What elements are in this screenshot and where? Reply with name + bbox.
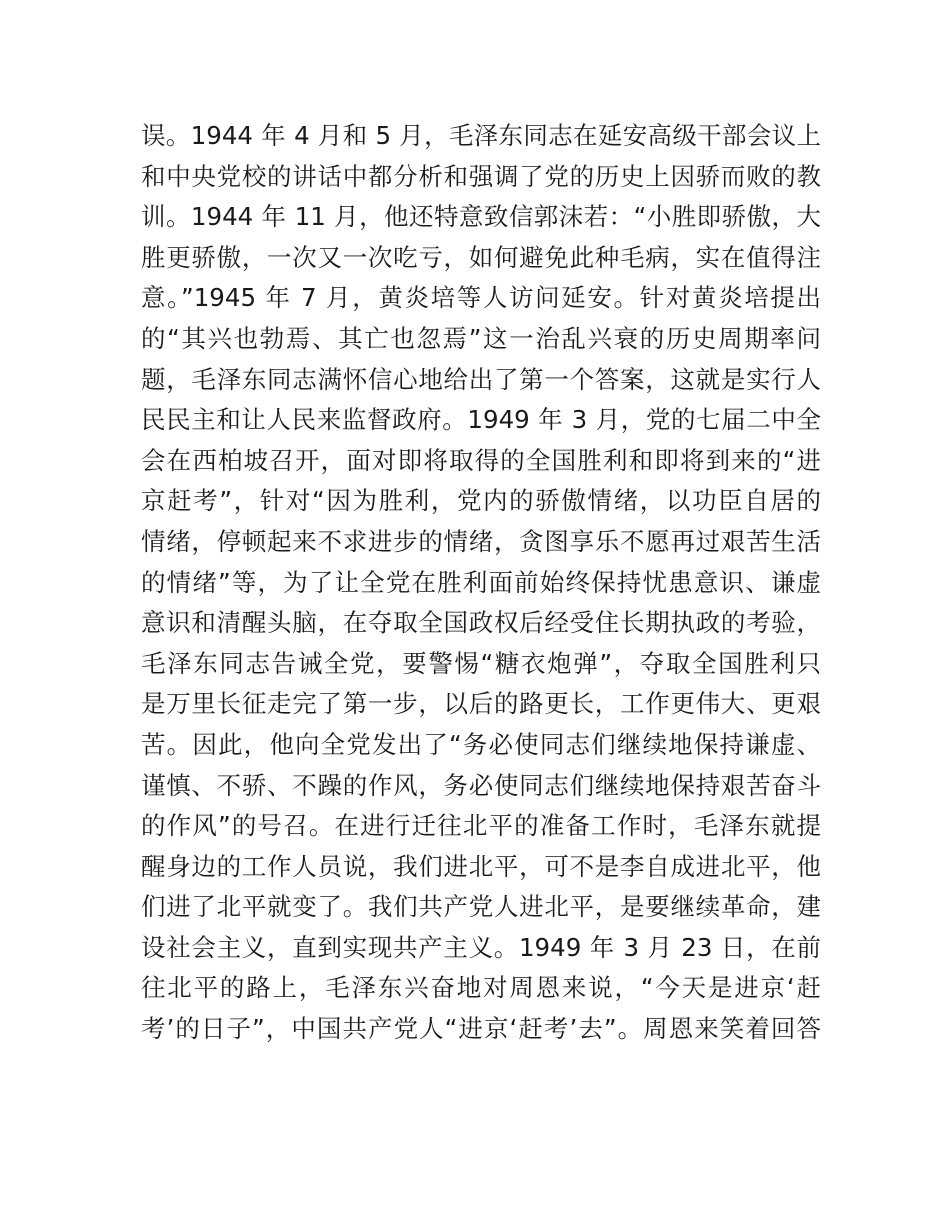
text-line: 考’的日子”，中国共产党人“进京‘赶考’去”。周恩来笑着回答 [141,1014,821,1044]
text-line: 醒身边的工作人员说，我们进北平，可不是李自成进北平，他 [141,851,821,881]
body-paragraph [141,116,821,1050]
text-line: 民民主和让人民来监督政府。1949 年 3 月，党的七届二中全 [141,405,821,435]
text-line: 误。1944 年 4 月和 5 月，毛泽东同志在延安高级干部会议上 [141,121,821,150]
text-line: 情绪，停顿起来不求进步的情绪，贪图享乐不愿再过艰苦生活 [141,526,821,556]
text-line: 胜更骄傲，一次又一次吃亏，如何避免此种毛病，实在值得注 [141,242,821,272]
text-line: 题，毛泽东同志满怀信心地给出了第一个答案，这就是实行人 [141,364,821,394]
text-line: 的“其兴也勃焉、其亡也忽焉”这一治乱兴衰的历史周期率问 [141,323,821,353]
text-line: 训。1944 年 11 月，他还特意致信郭沫若：“小胜即骄傲，大 [141,202,821,232]
text-line: 苦。因此，他向全党发出了“务必使同志们继续地保持谦虚、 [141,729,821,759]
text-line: 京赶考”，针对“因为胜利，党内的骄傲情绪，以功臣自居的 [141,486,821,516]
text-line: 和中央党校的讲话中都分析和强调了党的历史上因骄而败的教 [141,161,821,191]
text-line: 意识和清醒头脑，在夺取全国政权后经受住长期执政的考验， [141,608,821,638]
text-line: 的情绪”等，为了让全党在胜利面前始终保持忧患意识、谦虚 [141,567,821,597]
text-line: 会在西柏坡召开，面对即将取得的全国胜利和即将到来的“进 [141,445,821,475]
text-line: 的作风”的号召。在进行迁往北平的准备工作时，毛泽东就提 [141,811,821,841]
text-line: 是万里长征走完了第一步，以后的路更长，工作更伟大、更艰 [141,689,821,719]
text-line: 毛泽东同志告诫全党，要警惕“糖衣炮弹”，夺取全国胜利只 [141,648,821,678]
text-line: 设社会主义，直到实现共产主义。1949 年 3 月 23 日，在前 [141,932,821,962]
text-line: 往北平的路上，毛泽东兴奋地对周恩来说，“今天是进京‘赶 [141,973,821,1003]
text-line: 意。”1945 年 7 月，黄炎培等人访问延安。针对黄炎培提出 [141,283,821,313]
text-line: 谨慎、不骄、不躁的作风，务必使同志们继续地保持艰苦奋斗 [141,770,821,800]
text-line: 们进了北平就变了。我们共产党人进北平，是要继续革命，建 [141,892,821,922]
